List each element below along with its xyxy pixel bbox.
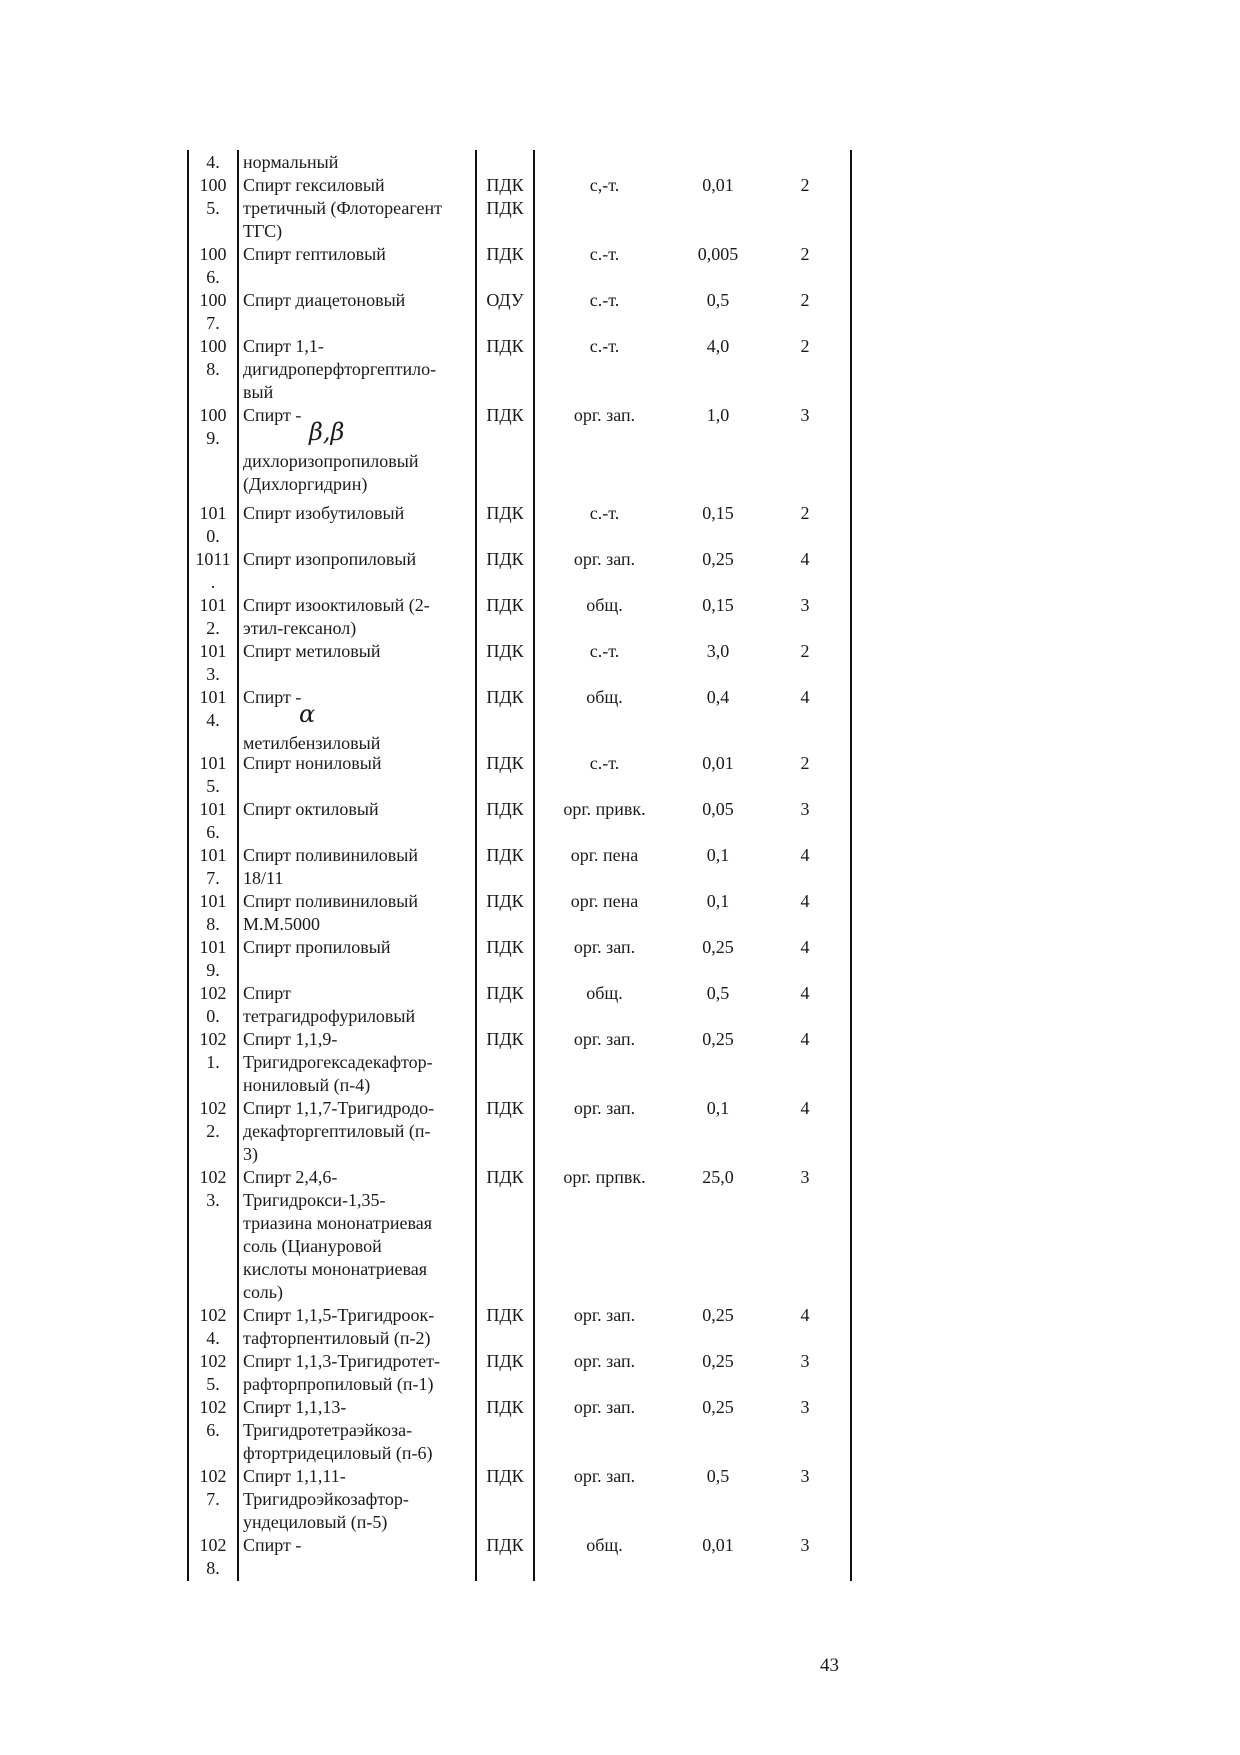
substance-name: Спирт 1,1- дигидроперфторгептило- вый [239,334,477,403]
table-row [189,1303,850,1349]
hazard-class: 3 [800,1535,810,1555]
concentration-value: 0,01 [702,1535,734,1555]
row-number: 102 0. [189,981,239,1027]
concentration-value: 0,25 [702,1305,734,1325]
substance-name: Спирт 1,1,7-Тригидродо- декафторгептиловый (п- 3) [239,1096,477,1165]
concentration-value: 0,25 [702,937,734,957]
hazard-class: 4 [800,891,810,911]
table-row [189,1349,850,1395]
norm-type: ПДК [477,981,535,1027]
norm-type: ПДК [477,1096,535,1165]
table-row [189,403,850,501]
concentration-value: 0,05 [702,799,734,819]
concentration-value: 0,25 [702,1029,734,1049]
table-row [189,288,850,334]
substance-name: Спирт тетрагидрофуриловый [239,981,477,1027]
concentration-value: 0,005 [697,244,739,264]
table-row [189,843,850,889]
substance-name: Спирт 2,4,6- Тригидрокси-1,35- триазина мононатриевая соль (Циануровой кислоты мононатриевая соль) [239,1165,477,1303]
row-number: 101 9. [189,935,239,981]
hazard-class: 4 [800,845,810,865]
limiting-indicator: орг. привк. [563,799,646,819]
substance-name: Спирт 1,1,11- Тригидроэйкозафтор- ундециловый (п-5) [239,1464,477,1533]
row-number: 101 6. [189,797,239,843]
row-number: 102 1. [189,1027,239,1096]
table-row [189,1533,850,1581]
limiting-indicator: с.-т. [589,244,620,264]
substance-name: Спирт гептиловый [239,242,477,288]
norm-type: ОДУ [477,288,535,334]
row-number: 1011 . [189,547,239,593]
concentration-value: 3,0 [706,641,730,661]
limiting-indicator: орг. зап. [573,1305,636,1325]
row-number: 102 6. [189,1395,239,1464]
norm-type: ПДК [477,547,535,593]
table-row [189,639,850,685]
hazard-class: 3 [800,1351,810,1371]
table-row [189,334,850,403]
row-number: 100 9. [189,403,239,501]
substance-name: Спирт метиловый [239,639,477,685]
norm-type: ПДК [477,1395,535,1464]
row-number: 102 2. [189,1096,239,1165]
concentration-value: 0,15 [702,595,734,615]
hazard-class: 2 [800,290,810,310]
limiting-indicator: общ. [586,595,623,615]
concentration-value: 0,15 [702,503,734,523]
hazard-class: 2 [800,753,810,773]
concentration-value: 0,25 [702,549,734,569]
substance-name: Спирт изобутиловый [239,501,477,547]
limiting-indicator: с.-т. [589,753,620,773]
row-number: 100 5. [189,173,239,242]
table-row [189,981,850,1027]
norm-type: ПДК [477,1533,535,1581]
hazard-class: 3 [800,595,810,615]
hazard-class: 3 [800,1466,810,1486]
row-number: 102 5. [189,1349,239,1395]
limiting-indicator: орг. прпвк. [563,1167,646,1187]
row-number: 100 7. [189,288,239,334]
hazard-class: 4 [800,1305,810,1325]
substance-name: Спирт поливиниловый 18/11 [239,843,477,889]
row-number: 100 6. [189,242,239,288]
table-row [189,685,850,751]
hazard-class: 3 [800,799,810,819]
row-number: 101 4. [189,685,239,751]
hazard-class: 3 [800,1397,810,1417]
concentration-value: 0,4 [706,687,730,707]
table-row [189,501,850,547]
concentration-value: 4,0 [706,336,730,356]
row-number: 100 8. [189,334,239,403]
limiting-indicator: с.-т. [589,336,620,356]
substance-name: Спирт 1,1,5-Тригидроок- тафторпентиловый (п-2) [239,1303,477,1349]
concentration-value: 0,01 [702,175,734,195]
hazard-class: 4 [800,1029,810,1049]
concentration-value: 0,1 [706,845,730,865]
concentration-value: 0,5 [706,290,730,310]
norm-type: ПДК [477,797,535,843]
norm-type: ПДК [477,334,535,403]
substance-name: Спирт 1,1,3-Тригидротет- рафторпропиловый (п-1) [239,1349,477,1395]
limiting-indicator: орг. пена [570,845,639,865]
hazard-class: 2 [800,641,810,661]
substance-name: Спирт изооктиловый (2- этил-гексанол) [239,593,477,639]
substance-name: Спирт изопропиловый [239,547,477,593]
table-row [189,593,850,639]
norm-type: ПДК [477,639,535,685]
limiting-indicator: орг. зап. [573,1397,636,1417]
table-row [189,1165,850,1303]
concentration-value [674,150,762,173]
substance-name: Спирт 1,1,13- Тригидротетраэйкоза- фтортридециловый (п-6) [239,1395,477,1464]
norm-type: ПДК [477,501,535,547]
substance-name: Спирт гексиловый третичный (Флотореагент ТГС) [239,173,477,242]
table-row [189,150,850,173]
limiting-indicator: общ. [586,687,623,707]
row-number: 101 7. [189,843,239,889]
row-number: 102 7. [189,1464,239,1533]
norm-type: ПДК [477,1027,535,1096]
substance-name: Спирт диацетоновый [239,288,477,334]
limiting-indicator: с.-т. [589,503,620,523]
concentration-value: 1,0 [706,405,730,425]
norm-type: ПДК [477,1303,535,1349]
table-row [189,242,850,288]
table-row [189,751,850,797]
hazard-class: 2 [800,244,810,264]
limiting-indicator: с.-т. [589,290,620,310]
norm-type: ПДК [477,935,535,981]
limiting-indicator: орг. пена [570,891,639,911]
norm-type: ПДК [477,242,535,288]
hazard-class: 4 [800,687,810,707]
substance-name: нормальный [239,150,477,173]
limiting-indicator: орг. зап. [573,549,636,569]
substance-table [187,150,852,1581]
hazard-class: 3 [800,1167,810,1187]
limiting-indicator: общ. [586,1535,623,1555]
concentration-value: 0,1 [706,891,730,911]
substance-name: Спирт поливиниловый М.М.5000 [239,889,477,935]
table-row [189,797,850,843]
hazard-class: 4 [800,1098,810,1118]
hazard-class [762,150,848,173]
concentration-value: 0,5 [706,983,730,1003]
table-row [189,547,850,593]
page-number: 43 [820,1655,839,1676]
table-row [189,1096,850,1165]
substance-name: Спирт - дихлоризопропиловый (Дихлоргидрин) [239,403,477,501]
concentration-value: 0,01 [702,753,734,773]
limiting-indicator: орг. зап. [573,1351,636,1371]
hazard-class: 3 [800,405,810,425]
norm-type: ПДК [477,1464,535,1533]
greek-symbol: α [299,700,316,728]
row-number: 101 5. [189,751,239,797]
hazard-class: 2 [800,503,810,523]
table-row [189,935,850,981]
norm-type: ПДК [477,889,535,935]
limiting-indicator: общ. [586,983,623,1003]
limiting-indicator: орг. зап. [573,1029,636,1049]
substance-name: Спирт - [239,1533,477,1581]
concentration-value: 0,1 [706,1098,730,1118]
norm-type: ПДК [477,1349,535,1395]
row-number: 101 0. [189,501,239,547]
table-row [189,1027,850,1096]
substance-name: Спирт октиловый [239,797,477,843]
limiting-indicator: с,-т. [589,175,620,195]
row-number: 101 8. [189,889,239,935]
norm-type: ПДК [477,685,535,751]
greek-symbol: β,β [309,418,345,446]
row-number: 102 4. [189,1303,239,1349]
hazard-class: 2 [800,336,810,356]
limiting-indicator: орг. зап. [573,405,636,425]
norm-type: ПДК [477,593,535,639]
table-row [189,889,850,935]
substance-name: Спирт 1,1,9- Тригидрогексадекафтор- нониловый (п-4) [239,1027,477,1096]
substance-name: Спирт пропиловый [239,935,477,981]
norm-type: ПДК [477,843,535,889]
hazard-class: 4 [800,937,810,957]
norm-type: ПДК ПДК [477,173,535,242]
hazard-class: 2 [800,175,810,195]
limiting-indicator: орг. зап. [573,1098,636,1118]
limiting-indicator: орг. зап. [573,1466,636,1486]
concentration-value: 0,25 [702,1351,734,1371]
table-row [189,1395,850,1464]
norm-type: ПДК [477,1165,535,1303]
norm-type: ПДК [477,403,535,501]
row-number: 101 2. [189,593,239,639]
row-number: 102 3. [189,1165,239,1303]
hazard-class: 4 [800,983,810,1003]
limiting-indicator: с.-т. [589,641,620,661]
concentration-value: 25,0 [702,1167,734,1187]
concentration-value: 0,5 [706,1466,730,1486]
limiting-indicator: орг. зап. [573,937,636,957]
row-number: 4. [189,150,239,173]
concentration-value: 0,25 [702,1397,734,1417]
table-row [189,1464,850,1533]
substance-name: Спирт - метилбензиловый [239,685,477,751]
row-number: 102 8. [189,1533,239,1581]
norm-type: ПДК [477,751,535,797]
substance-name: Спирт нониловый [239,751,477,797]
norm-type [477,150,535,173]
table-row [189,173,850,242]
row-number: 101 3. [189,639,239,685]
limiting-indicator [535,150,674,173]
hazard-class: 4 [800,549,810,569]
